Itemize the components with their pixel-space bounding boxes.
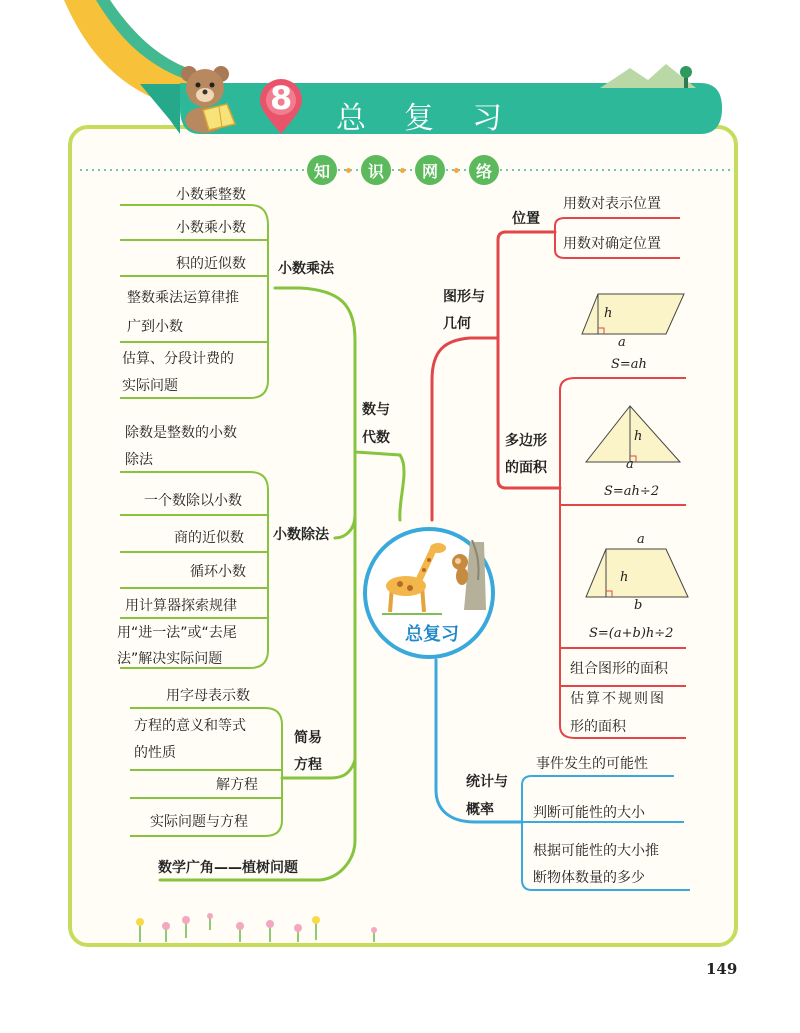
leaf-decimal-times-decimal: 小数乘小数 — [176, 220, 246, 236]
sub-branch-polygon-area-line1: 多边形 — [505, 433, 547, 449]
leaf-divide-by-integer-line2: 除法 — [125, 452, 153, 468]
branch-number-algebra-line2: 代数 — [362, 430, 390, 446]
unit-title-char-1: 总 — [336, 101, 366, 136]
leaf-repeating-decimal: 循环小数 — [190, 564, 246, 580]
parallelogram-label-a: a — [618, 335, 626, 350]
sub-branch-decimal-multiply: 小数乘法 — [278, 261, 334, 277]
branch-geometry-line2: 几何 — [443, 316, 471, 332]
trapezoid-label-a: a — [637, 532, 645, 547]
branch-geometry-line1: 图形与 — [443, 289, 485, 305]
trapezoid-figure — [584, 545, 694, 601]
sub-branch-position: 位置 — [512, 211, 540, 227]
center-label: 总复习 — [405, 624, 459, 645]
unit-title-char-3: 习 — [472, 101, 502, 136]
leaf-event-possibility: 事件发生的可能性 — [536, 756, 648, 772]
leaf-infer-quantity-line2: 断物体数量的多少 — [533, 870, 645, 886]
giraffe-monkey-tree-icon — [372, 540, 490, 618]
triangle-label-h: h — [634, 429, 643, 444]
leaf-divide-by-decimal: 一个数除以小数 — [144, 493, 242, 509]
leaf-pair-determine-position: 用数对确定位置 — [563, 236, 661, 252]
page-number: 149 — [706, 960, 738, 978]
section-title-char-3: 网 — [415, 155, 445, 185]
sub-branch-decimal-divide: 小数除法 — [273, 527, 329, 543]
leaf-calculator-patterns: 用计算器探索规律 — [125, 598, 237, 614]
leaf-divide-by-integer-line1: 除数是整数的小数 — [125, 425, 237, 441]
leaf-equation-meaning-line1: 方程的意义和等式 — [134, 718, 246, 734]
parallelogram-label-h: h — [604, 306, 613, 321]
unit-title-char-2: 复 — [404, 101, 434, 136]
leaf-quotient-approximation: 商的近似数 — [174, 530, 244, 546]
parallelogram-formula: S=ah — [611, 357, 647, 372]
section-title-char-2: 识 — [361, 155, 391, 185]
leaf-composite-area: 组合图形的面积 — [570, 661, 668, 677]
leaf-solve-equation: 解方程 — [216, 777, 258, 793]
leaf-irregular-area-line2: 形的面积 — [570, 719, 626, 735]
leaf-equation-meaning-line2: 的性质 — [134, 745, 176, 761]
leaf-letters-for-numbers: 用字母表示数 — [166, 688, 250, 704]
unit-number: 8 — [270, 79, 293, 117]
leaf-judge-possibility: 判断可能性的大小 — [533, 805, 645, 821]
leaf-product-approximation: 积的近似数 — [176, 256, 246, 272]
sub-branch-simple-equation-line1: 简易 — [294, 730, 322, 746]
triangle-label-a: a — [626, 457, 634, 472]
trapezoid-label-h: h — [620, 570, 629, 585]
trapezoid-label-b: b — [634, 598, 643, 613]
sub-branch-simple-equation-line2: 方程 — [294, 757, 322, 773]
sub-branch-polygon-area-line2: 的面积 — [505, 460, 547, 476]
flowers-decoration-icon — [130, 908, 380, 944]
leaf-estimate-billing-line2: 实际问题 — [122, 378, 178, 394]
parallelogram-figure — [580, 290, 690, 345]
branch-tree-planting: 数学广角——植树问题 — [158, 860, 298, 876]
leaf-round-up-down-line1: 用“进一法”或“去尾 — [117, 625, 237, 641]
leaf-multiply-laws-line1: 整数乘法运算律推 — [127, 290, 239, 306]
triangle-formula: S=ah÷2 — [604, 484, 660, 499]
leaf-round-up-down-line2: 法”解决实际问题 — [117, 651, 223, 667]
branch-statistics-line2: 概率 — [466, 802, 494, 818]
branch-number-algebra-line1: 数与 — [362, 402, 390, 418]
leaf-multiply-laws-line2: 广到小数 — [127, 319, 183, 335]
leaf-irregular-area-line1: 估算不规则图 — [570, 691, 666, 707]
leaf-estimate-billing-line1: 估算、分段计费的 — [122, 351, 234, 367]
leaf-pair-express-position: 用数对表示位置 — [563, 196, 661, 212]
section-title-char-4: 络 — [469, 155, 499, 185]
branch-statistics-line1: 统计与 — [466, 774, 508, 790]
leaf-practical-equation: 实际问题与方程 — [150, 814, 248, 830]
section-title-char-1: 知 — [307, 155, 337, 185]
trapezoid-formula: S=(a+b)h÷2 — [589, 626, 674, 641]
leaf-infer-quantity-line1: 根据可能性的大小推 — [533, 843, 659, 859]
leaf-decimal-times-integer: 小数乘整数 — [176, 187, 246, 203]
